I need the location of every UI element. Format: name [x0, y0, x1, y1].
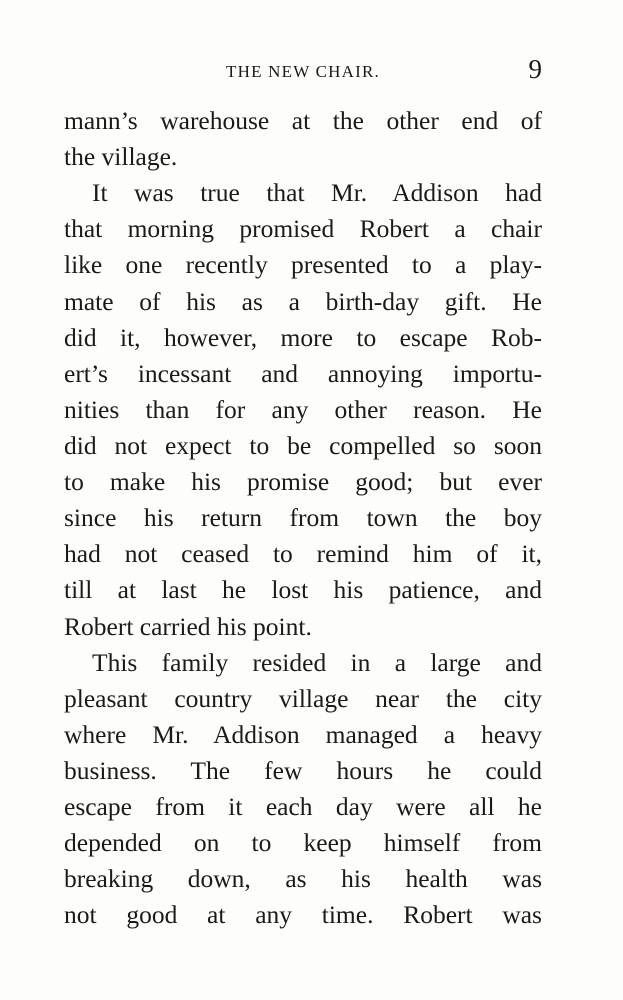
text-line: ert’s incessant and annoying importu-: [64, 358, 542, 388]
text-line: business. The few hours he could: [64, 755, 542, 785]
text-line: where Mr. Addison managed a heavy: [64, 719, 542, 749]
text-line: did it, however, more to escape Rob-: [64, 322, 542, 352]
text-line: that morning promised Robert a chair: [64, 214, 542, 244]
text-line: pleasant country village near the city: [64, 683, 542, 713]
text-line: did not expect to be compelled so soon: [64, 430, 542, 460]
text-line: since his return from town the boy: [64, 503, 542, 533]
text-line: mate of his as a birth-day gift. He: [64, 286, 542, 316]
text-line: the village.: [64, 142, 178, 172]
text-line: This family resided in a large and: [92, 647, 542, 677]
text-line: till at last he lost his patience, and: [64, 575, 542, 605]
running-title: THE NEW CHAIR.: [226, 62, 380, 81]
text-line: escape from it each day were all he: [64, 792, 542, 822]
text-line: mann’s warehouse at the other end of: [64, 106, 542, 135]
text-line: nities than for any other reason. He: [64, 394, 542, 424]
text-line: had not ceased to remind him of it,: [64, 539, 542, 569]
text-line: Robert carried his point.: [64, 611, 312, 641]
body-text: [64, 103, 542, 934]
text-line: not good at any time. Robert was: [64, 900, 542, 930]
running-head: [64, 52, 542, 86]
text-line: depended on to keep himself from: [64, 828, 542, 858]
text-line: to make his promise good; but ever: [64, 467, 542, 497]
text-line: breaking down, as his health was: [64, 864, 542, 894]
text-line: It was true that Mr. Addison had: [92, 178, 542, 208]
text-line: like one recently presented to a play-: [64, 250, 542, 280]
page-number: 9: [528, 54, 542, 84]
